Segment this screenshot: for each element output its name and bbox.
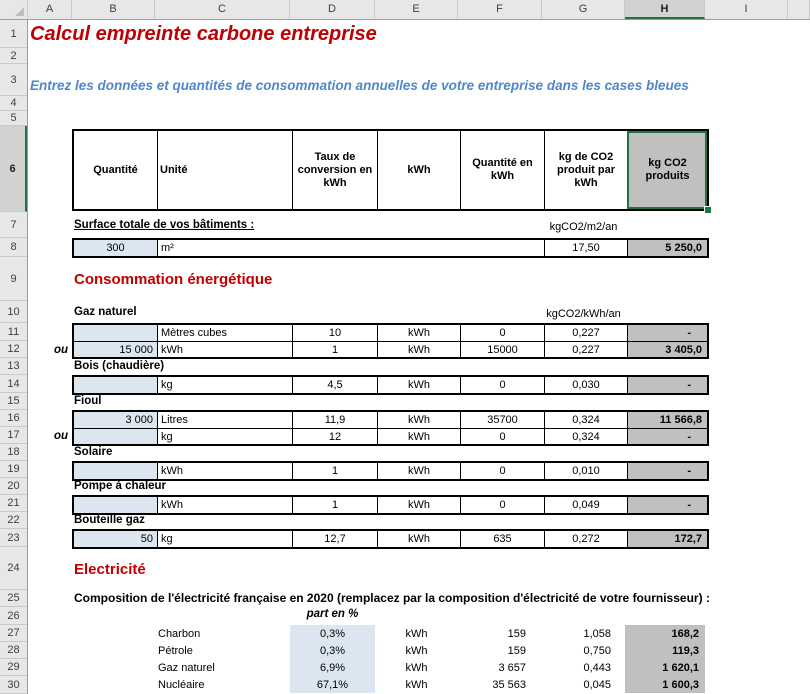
cell-E14-kwh[interactable]: kWh bbox=[377, 377, 460, 393]
surface-table bbox=[72, 238, 709, 258]
cell-G6-factor-header[interactable]: kg de CO2 produit par kWh bbox=[544, 131, 627, 209]
cell-G12-factor[interactable]: 0,227 bbox=[544, 341, 627, 357]
cell-G8-surface-factor[interactable]: 17,50 bbox=[544, 240, 627, 256]
cell-C8-surface-unit[interactable]: m² bbox=[157, 240, 544, 256]
cell-C28-source[interactable]: Pétrole bbox=[158, 644, 193, 657]
cell-B19-qty-input[interactable] bbox=[74, 463, 157, 479]
cell-D17-rate[interactable]: 12 bbox=[292, 428, 377, 444]
header-table bbox=[72, 129, 709, 211]
cell-H21-result[interactable]: - bbox=[627, 497, 707, 513]
cell-E28-kwh[interactable]: kWh bbox=[405, 644, 428, 657]
col-header-H-selected[interactable]: H bbox=[625, 0, 705, 19]
row-header-22[interactable]: 22 bbox=[0, 512, 27, 529]
row-header-7[interactable]: 7 bbox=[0, 212, 27, 238]
cell-H28-result[interactable]: 119,3 bbox=[625, 642, 705, 659]
cell-B18-solar-label[interactable]: Solaire bbox=[74, 446, 113, 458]
cell-D19-rate[interactable]: 1 bbox=[292, 463, 377, 479]
row-header-26[interactable]: 26 bbox=[0, 607, 27, 625]
cell-E21-kwh[interactable]: kWh bbox=[377, 497, 460, 513]
cell-E12-kwh[interactable]: kWh bbox=[377, 341, 460, 357]
wood-table bbox=[72, 375, 709, 395]
cell-B10-gas-label[interactable]: Gaz naturel bbox=[74, 306, 137, 318]
row-header-18[interactable]: 18 bbox=[0, 444, 27, 461]
cell-F29-qty-kwh[interactable]: 3 657 bbox=[498, 661, 526, 674]
cell-C19-unit[interactable]: kWh bbox=[157, 463, 292, 479]
cell-B14-qty-input[interactable] bbox=[74, 377, 157, 393]
cell-A17-ou-label[interactable]: ou bbox=[53, 430, 68, 442]
cell-B25-electricity-subtitle[interactable]: Composition de l'électricité française en 2020 (remplacez par la composition d'électricité de votre fournisseur) : bbox=[74, 591, 710, 605]
cell-D28-share-input[interactable]: 0,3% bbox=[290, 642, 375, 659]
cell-C30-source[interactable]: Nucléaire bbox=[158, 678, 205, 691]
electricity-row-coal bbox=[155, 625, 705, 642]
row-header-30[interactable]: 30 bbox=[0, 676, 27, 694]
cell-F27-qty-kwh[interactable]: 159 bbox=[507, 627, 526, 640]
cell-H29-result[interactable]: 1 620,1 bbox=[625, 659, 705, 676]
row-header-21[interactable]: 21 bbox=[0, 495, 27, 512]
row-header-25[interactable]: 25 bbox=[0, 590, 27, 607]
cell-B9-energy-section-title[interactable]: Consommation énergétique bbox=[74, 271, 273, 288]
cell-B12-qty-input[interactable]: 15 000 bbox=[74, 341, 157, 357]
cell-F11-qty-kwh[interactable]: 0 bbox=[460, 325, 544, 341]
cell-E11-kwh[interactable]: kWh bbox=[377, 325, 460, 341]
gas-table bbox=[72, 323, 709, 359]
row-header-1[interactable]: 1 bbox=[0, 20, 27, 48]
cell-G27-factor[interactable]: 1,058 bbox=[583, 627, 611, 640]
cell-F12-qty-kwh[interactable]: 15000 bbox=[460, 341, 544, 357]
cell-F6-qtykwh-header[interactable]: Quantité en kWh bbox=[460, 131, 544, 209]
row-header-23[interactable]: 23 bbox=[0, 529, 27, 547]
cell-B11-qty-input[interactable] bbox=[74, 325, 157, 341]
cell-E23-kwh[interactable]: kWh bbox=[377, 531, 460, 547]
cell-G29-factor[interactable]: 0,443 bbox=[583, 661, 611, 674]
row-header-10[interactable]: 10 bbox=[0, 301, 27, 323]
cell-F30-qty-kwh[interactable]: 35 563 bbox=[492, 678, 526, 691]
cell-C21-unit[interactable]: kWh bbox=[157, 497, 292, 513]
cell-H19-result[interactable]: - bbox=[627, 463, 707, 479]
cell-B16-qty-input[interactable]: 3 000 bbox=[74, 412, 157, 428]
cell-C16-unit[interactable]: Litres bbox=[157, 412, 292, 428]
cell-H27-result[interactable]: 168,2 bbox=[625, 625, 705, 642]
cell-C11-unit[interactable]: Mètres cubes bbox=[157, 325, 292, 341]
cell-G16-factor[interactable]: 0,324 bbox=[544, 412, 627, 428]
cell-C29-source[interactable]: Gaz naturel bbox=[158, 661, 215, 674]
cell-F19-qty-kwh[interactable]: 0 bbox=[460, 463, 544, 479]
col-header-A[interactable]: A bbox=[28, 0, 72, 19]
cell-C27-source[interactable]: Charbon bbox=[158, 627, 201, 640]
cell-B20-heatpump-label[interactable]: Pompe à chaleur bbox=[74, 480, 167, 492]
row-header-13[interactable]: 13 bbox=[0, 358, 27, 375]
cell-D26-share-header[interactable]: part en % bbox=[306, 608, 359, 620]
cell-G23-factor[interactable]: 0,272 bbox=[544, 531, 627, 547]
row-header-28[interactable]: 28 bbox=[0, 642, 27, 659]
row-header-15[interactable]: 15 bbox=[0, 393, 27, 410]
cell-G7-surface-factor-header[interactable]: kgCO2/m2/an bbox=[549, 221, 618, 233]
cell-B23-qty-input[interactable]: 50 bbox=[74, 531, 157, 547]
heatpump-table bbox=[72, 495, 709, 515]
row-header-17[interactable]: 17 bbox=[0, 427, 27, 444]
cell-H30-result[interactable]: 1 600,3 bbox=[625, 676, 705, 693]
cell-D21-rate[interactable]: 1 bbox=[292, 497, 377, 513]
electricity-row-oil bbox=[155, 642, 705, 659]
cell-G14-factor[interactable]: 0,030 bbox=[544, 377, 627, 393]
cell-B15-fuel-label[interactable]: Fioul bbox=[74, 395, 102, 407]
cell-D11-rate[interactable]: 10 bbox=[292, 325, 377, 341]
cell-H11-result[interactable]: - bbox=[627, 325, 707, 341]
cell-D27-share-input[interactable]: 0,3% bbox=[290, 625, 375, 642]
column-header-bar bbox=[0, 0, 810, 20]
cell-H6-result-header-selected[interactable]: kg CO2 produits bbox=[627, 131, 707, 209]
cell-B13-wood-label[interactable]: Bois (chaudière) bbox=[74, 360, 165, 372]
row-header-6-selected[interactable]: 6 bbox=[0, 126, 27, 212]
select-all-corner[interactable] bbox=[0, 0, 28, 19]
cell-F28-qty-kwh[interactable]: 159 bbox=[507, 644, 526, 657]
row-header-20[interactable]: 20 bbox=[0, 478, 27, 495]
cell-E19-kwh[interactable]: kWh bbox=[377, 463, 460, 479]
row-header-24[interactable]: 24 bbox=[0, 547, 27, 590]
cell-A3-instruction[interactable]: Entrez les données et quantités de consommation annuelles de votre entreprise dans les cases bleues bbox=[30, 78, 689, 93]
col-header-partial[interactable] bbox=[788, 0, 810, 19]
row-header-5[interactable]: 5 bbox=[0, 111, 27, 126]
row-header-12[interactable]: 12 bbox=[0, 341, 27, 358]
row-header-4[interactable]: 4 bbox=[0, 96, 27, 111]
col-header-F[interactable]: F bbox=[458, 0, 542, 19]
row-header-14[interactable]: 14 bbox=[0, 375, 27, 393]
cell-H12-result[interactable]: 3 405,0 bbox=[627, 341, 707, 357]
cell-E27-kwh[interactable]: kWh bbox=[405, 627, 428, 640]
row-header-3[interactable]: 3 bbox=[0, 64, 27, 96]
fill-handle[interactable] bbox=[704, 206, 712, 214]
cell-B7-surface-label[interactable]: Surface totale de vos bâtiments : bbox=[74, 219, 255, 231]
cell-C17-unit[interactable]: kg bbox=[157, 428, 292, 444]
cell-G30-factor[interactable]: 0,045 bbox=[583, 678, 611, 691]
row-header-29[interactable]: 29 bbox=[0, 659, 27, 676]
cell-E30-kwh[interactable]: kWh bbox=[405, 678, 428, 691]
cell-F16-qty-kwh[interactable]: 35700 bbox=[460, 412, 544, 428]
cell-D23-rate[interactable]: 12,7 bbox=[292, 531, 377, 547]
cell-B17-qty-input[interactable] bbox=[74, 428, 157, 444]
cell-B22-gasbottle-label[interactable]: Bouteille gaz bbox=[74, 514, 145, 526]
cell-F21-qty-kwh[interactable]: 0 bbox=[460, 497, 544, 513]
cell-D29-share-input[interactable]: 6,9% bbox=[290, 659, 375, 676]
cell-G19-factor[interactable]: 0,010 bbox=[544, 463, 627, 479]
cell-D16-rate[interactable]: 11,9 bbox=[292, 412, 377, 428]
fuel-table bbox=[72, 410, 709, 446]
row-header-2[interactable]: 2 bbox=[0, 48, 27, 64]
cell-C14-unit[interactable]: kg bbox=[157, 377, 292, 393]
cell-B21-qty-input[interactable] bbox=[74, 497, 157, 513]
cell-B24-electricity-section-title[interactable]: Electricité bbox=[74, 561, 146, 578]
cell-G11-factor[interactable]: 0,227 bbox=[544, 325, 627, 341]
cell-F17-qty-kwh[interactable]: 0 bbox=[460, 428, 544, 444]
cell-B6-quantity-header[interactable]: Quantité bbox=[93, 163, 138, 176]
cell-G21-factor[interactable]: 0,049 bbox=[544, 497, 627, 513]
cell-C12-unit[interactable]: kWh bbox=[157, 341, 292, 357]
cell-H16-result[interactable]: 11 566,8 bbox=[627, 412, 707, 428]
cell-E17-kwh[interactable]: kWh bbox=[377, 428, 460, 444]
cell-E6-kwh-header[interactable]: kWh bbox=[377, 131, 460, 209]
cell-D6-rate-header[interactable]: Taux de conversion en kWh bbox=[292, 131, 377, 209]
gasbottle-table bbox=[72, 529, 709, 549]
cell-G28-factor[interactable]: 0,750 bbox=[583, 644, 611, 657]
row-header-9[interactable]: 9 bbox=[0, 257, 27, 301]
solar-table bbox=[72, 461, 709, 481]
cell-B8-surface-qty-input[interactable]: 300 bbox=[74, 240, 157, 256]
row-header-11[interactable]: 11 bbox=[0, 323, 27, 341]
cell-F14-qty-kwh[interactable]: 0 bbox=[460, 377, 544, 393]
cell-E29-kwh[interactable]: kWh bbox=[405, 661, 428, 674]
cell-G17-factor[interactable]: 0,324 bbox=[544, 428, 627, 444]
row-header-bar bbox=[0, 20, 28, 694]
row-header-16[interactable]: 16 bbox=[0, 410, 27, 427]
col-header-I[interactable]: I bbox=[705, 0, 788, 19]
cell-H23-result[interactable]: 172,7 bbox=[627, 531, 707, 547]
electricity-row-nuclear bbox=[155, 676, 705, 693]
col-header-D[interactable]: D bbox=[290, 0, 375, 19]
col-header-B[interactable]: B bbox=[72, 0, 155, 19]
cell-H17-result[interactable]: - bbox=[627, 428, 707, 444]
col-header-E[interactable]: E bbox=[375, 0, 458, 19]
cell-A1-page-title[interactable]: Calcul empreinte carbone entreprise bbox=[30, 23, 377, 45]
cell-H8-surface-result[interactable]: 5 250,0 bbox=[627, 240, 707, 256]
col-header-C[interactable]: C bbox=[155, 0, 290, 19]
electricity-row-natural-gas bbox=[155, 659, 705, 676]
cell-C6-unit-header[interactable]: Unité bbox=[157, 131, 292, 209]
cell-E16-kwh[interactable]: kWh bbox=[377, 412, 460, 428]
cell-D30-share-input[interactable]: 67,1% bbox=[290, 676, 375, 693]
row-header-27[interactable]: 27 bbox=[0, 625, 27, 642]
cell-A12-ou-label[interactable]: ou bbox=[53, 344, 68, 356]
cell-D14-rate[interactable]: 4,5 bbox=[292, 377, 377, 393]
cell-G10-energy-factor-header[interactable]: kgCO2/kWh/an bbox=[546, 308, 621, 320]
cell-H14-result[interactable]: - bbox=[627, 377, 707, 393]
row-header-19[interactable]: 19 bbox=[0, 461, 27, 478]
row-header-8[interactable]: 8 bbox=[0, 238, 27, 257]
cell-C23-unit[interactable]: kg bbox=[157, 531, 292, 547]
cell-D12-rate[interactable]: 1 bbox=[292, 341, 377, 357]
col-header-G[interactable]: G bbox=[542, 0, 625, 19]
cell-F23-qty-kwh[interactable]: 635 bbox=[460, 531, 544, 547]
